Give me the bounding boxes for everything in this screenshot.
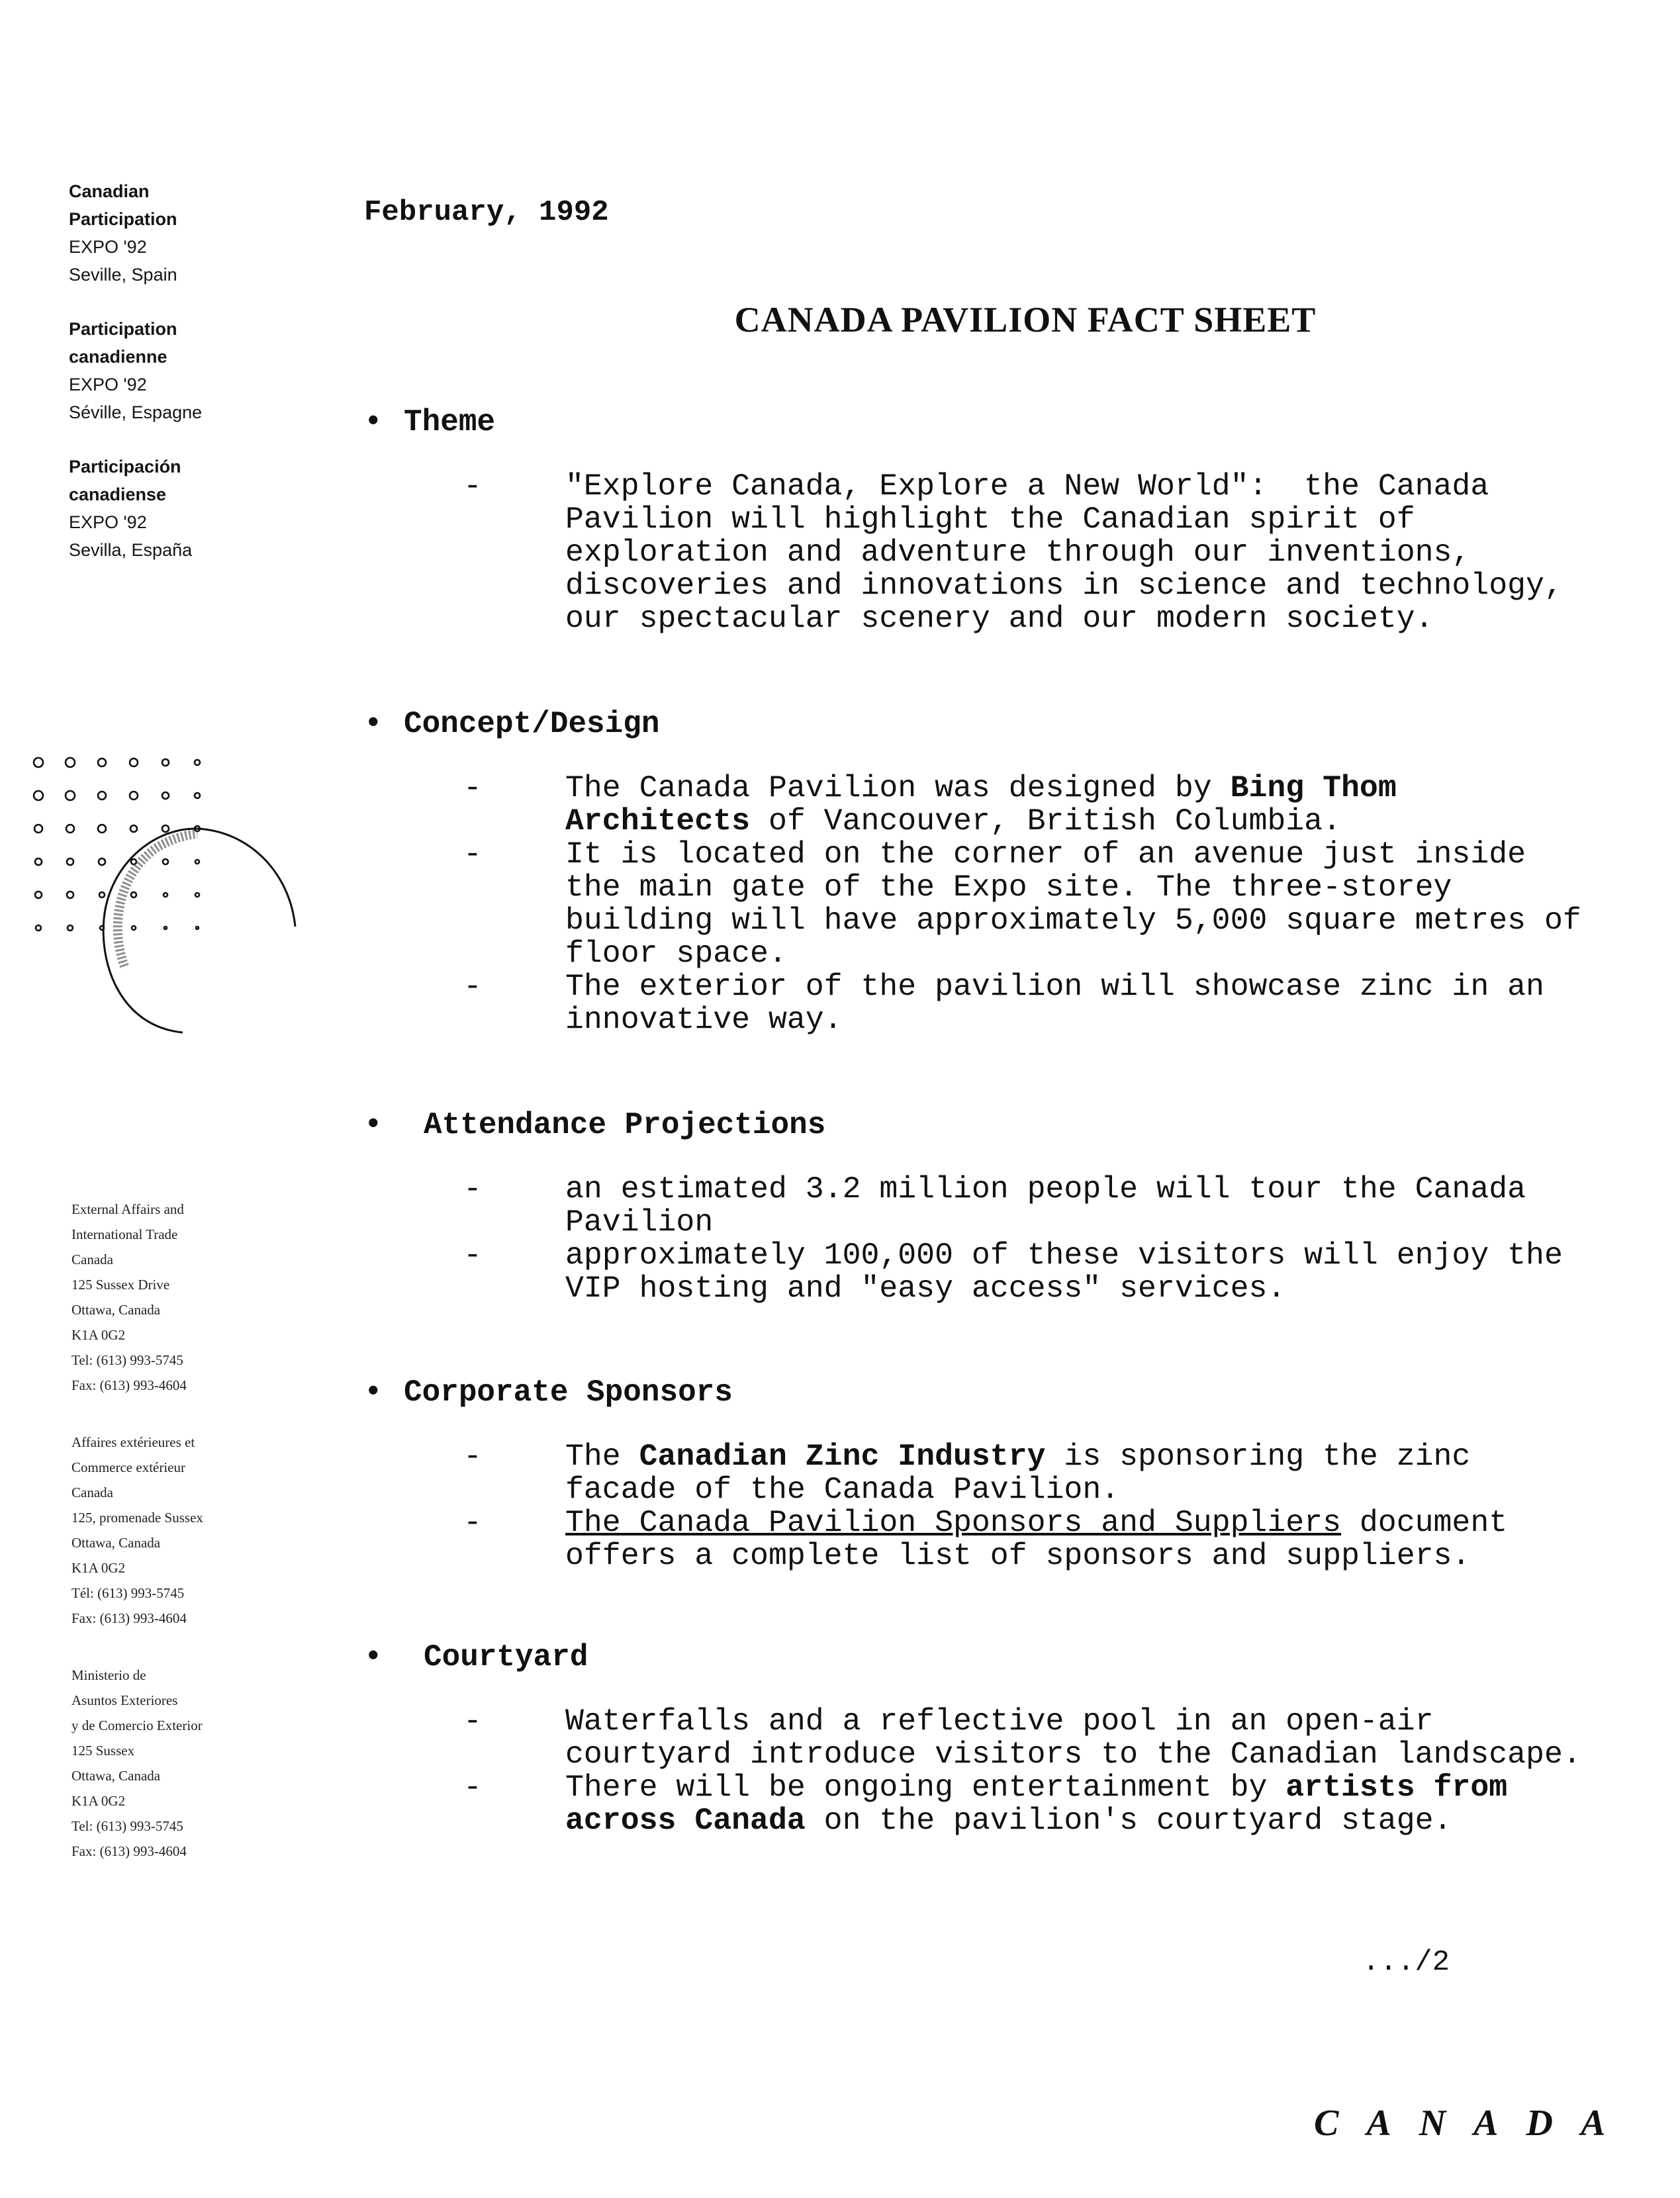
sidebar-line: Seville, Spain	[69, 265, 177, 285]
sidebar-line: Sevilla, España	[69, 540, 193, 560]
dash-icon: -	[463, 770, 482, 805]
section-heading	[364, 1639, 1661, 1676]
logo-arc-shade	[118, 834, 197, 966]
section-heading-text: Attendance Projections	[424, 1108, 826, 1142]
address-spanish	[71, 1663, 310, 1864]
section-heading-text: Corporate Sponsors	[404, 1375, 733, 1410]
address-line: Ottawa, Canada	[71, 1535, 161, 1551]
address-line: Fax: (613) 993-4604	[71, 1843, 187, 1859]
address-line: K1A 0G2	[71, 1793, 126, 1809]
address-line: Tel: (613) 993-5745	[71, 1352, 183, 1368]
sidebar-block-spanish	[69, 453, 320, 564]
section-items	[364, 470, 1661, 635]
address-english	[71, 1197, 310, 1398]
section-heading-text: Courtyard	[424, 1640, 588, 1674]
sidebar-line: Participation	[69, 319, 177, 339]
dash-icon: -	[463, 1238, 482, 1273]
sidebar-line: canadienne	[69, 347, 167, 367]
address-line: Canada	[71, 1485, 113, 1500]
address-french	[71, 1430, 310, 1631]
item-text: There will be ongoing entertainment by	[565, 1770, 1286, 1805]
section-attendance-projections	[364, 1107, 1661, 1305]
section-heading-text: Theme	[404, 405, 496, 439]
sidebar-line: Participation	[69, 209, 177, 229]
list-item	[364, 1239, 1661, 1305]
section-heading	[364, 1107, 1661, 1144]
address-line: Commerce extérieur	[71, 1459, 185, 1475]
address-line: Ottawa, Canada	[71, 1302, 161, 1318]
address-line: Ottawa, Canada	[71, 1768, 161, 1784]
sidebar-block-english	[69, 177, 320, 289]
list-item	[364, 1506, 1661, 1573]
address-line: External Affairs and	[71, 1201, 184, 1217]
address-line: K1A 0G2	[71, 1560, 126, 1576]
sidebar-line: Canadian	[69, 181, 150, 201]
address-line: 125 Sussex Drive	[71, 1277, 170, 1293]
section-theme	[364, 404, 1661, 635]
item-text: It is located on the corner of an avenue just inside the main gate of the Expo site. The three-storey building will have approximately 5,000 square metres of floor space.	[565, 837, 1581, 971]
document-title: CANADA PAVILION FACT SHEET	[734, 300, 1317, 340]
item-text: "Explore Canada, Explore a New World": the Canada Pavilion will highlight the Canadian spirit of exploration and adventure through our inventions, discoveries and innovations in science and technology, our spectacular scenery and our modern society.	[565, 469, 1563, 636]
document-reference: The Canada Pavilion Sponsors and Suppliers	[565, 1505, 1341, 1540]
item-text: The exterior of the pavilion will showcase zinc in an innovative way.	[565, 969, 1544, 1037]
address-line: Tél: (613) 993-5745	[71, 1585, 185, 1601]
expo-logo	[25, 748, 316, 1039]
section-courtyard	[364, 1639, 1661, 1837]
dash-icon: -	[463, 469, 482, 504]
item-text: on the pavilion's courtyard stage.	[805, 1803, 1452, 1838]
address-line: Ministerio de	[71, 1667, 146, 1683]
address-line: 125 Sussex	[71, 1743, 135, 1759]
address-line: y de Comercio Exterior	[71, 1717, 203, 1733]
list-item	[364, 1771, 1661, 1837]
item-text-bold: Canadian Zinc Industry	[639, 1439, 1046, 1474]
item-text: The Canada Pavilion was designed by	[565, 770, 1231, 805]
address-line: Fax: (613) 993-4604	[71, 1610, 187, 1626]
item-text-bold: Bing Thom Architects	[565, 770, 1397, 839]
address-line: Tel: (613) 993-5745	[71, 1818, 183, 1834]
section-heading	[364, 706, 1661, 743]
bullet-icon: •	[364, 405, 383, 439]
section-items	[364, 1705, 1661, 1837]
address-line: International Trade	[71, 1226, 178, 1242]
document-date: February, 1992	[364, 196, 609, 229]
bullet-icon: •	[364, 707, 383, 741]
sidebar-line: EXPO '92	[69, 512, 147, 532]
sidebar	[69, 177, 320, 564]
address-line: Canada	[71, 1252, 113, 1267]
item-text: of Vancouver, British Columbia.	[750, 803, 1341, 839]
sidebar-line: EXPO '92	[69, 237, 147, 257]
dash-icon: -	[463, 969, 482, 1004]
list-item	[364, 1705, 1661, 1771]
item-text-bold: artists from across Canada	[565, 1770, 1508, 1838]
dash-icon: -	[463, 837, 482, 872]
list-item	[364, 970, 1661, 1036]
section-corporate-sponsors	[364, 1374, 1661, 1573]
dash-icon: -	[463, 1770, 482, 1805]
dash-icon: -	[463, 1704, 482, 1739]
page-continuation: .../2	[1362, 1946, 1450, 1979]
address-line: Affaires extérieures et	[71, 1434, 195, 1450]
item-text: approximately 100,000 of these visitors will enjoy the VIP hosting and "easy access" services.	[565, 1238, 1563, 1306]
dash-icon: -	[463, 1439, 482, 1474]
address-line: Fax: (613) 993-4604	[71, 1377, 187, 1393]
sidebar-line: Participación	[69, 457, 181, 477]
maple-leaf-dots	[34, 758, 200, 931]
section-heading-text: Concept/Design	[404, 707, 660, 741]
list-item	[364, 838, 1661, 970]
section-heading	[364, 1374, 1661, 1411]
address-line: Asuntos Exteriores	[71, 1692, 178, 1708]
bullet-icon: •	[364, 1375, 383, 1410]
section-concept-design	[364, 706, 1661, 1036]
bullet-icon: •	[364, 1108, 383, 1142]
section-items	[364, 1173, 1661, 1305]
section-heading	[364, 404, 1661, 441]
sidebar-line: canadiense	[69, 484, 167, 504]
item-text: Waterfalls and a reflective pool in an open-air courtyard introduce visitors to the Canadian landscape.	[565, 1704, 1581, 1772]
address-line: K1A 0G2	[71, 1327, 126, 1343]
section-items	[364, 1440, 1661, 1573]
sidebar-line: Séville, Espagne	[69, 402, 203, 422]
list-item	[364, 470, 1661, 635]
canada-wordmark: CANADA	[1314, 2103, 1634, 2144]
address-line: 125, promenade Sussex	[71, 1510, 203, 1526]
dash-icon: -	[463, 1171, 482, 1207]
bullet-icon: •	[364, 1640, 383, 1674]
sidebar-line: EXPO '92	[69, 375, 147, 394]
item-text: an estimated 3.2 million people will tour the Canada Pavilion	[565, 1171, 1526, 1240]
item-text: is sponsoring the zinc facade of the Canada Pavilion.	[565, 1439, 1471, 1507]
item-text: document offers a complete list of sponsors and suppliers.	[565, 1505, 1508, 1573]
item-text: The	[565, 1439, 639, 1474]
list-item	[364, 1173, 1661, 1239]
list-item	[364, 1440, 1661, 1506]
dash-icon: -	[463, 1505, 482, 1540]
list-item	[364, 772, 1661, 838]
section-items	[364, 772, 1661, 1036]
document-title-row	[0, 299, 1680, 340]
